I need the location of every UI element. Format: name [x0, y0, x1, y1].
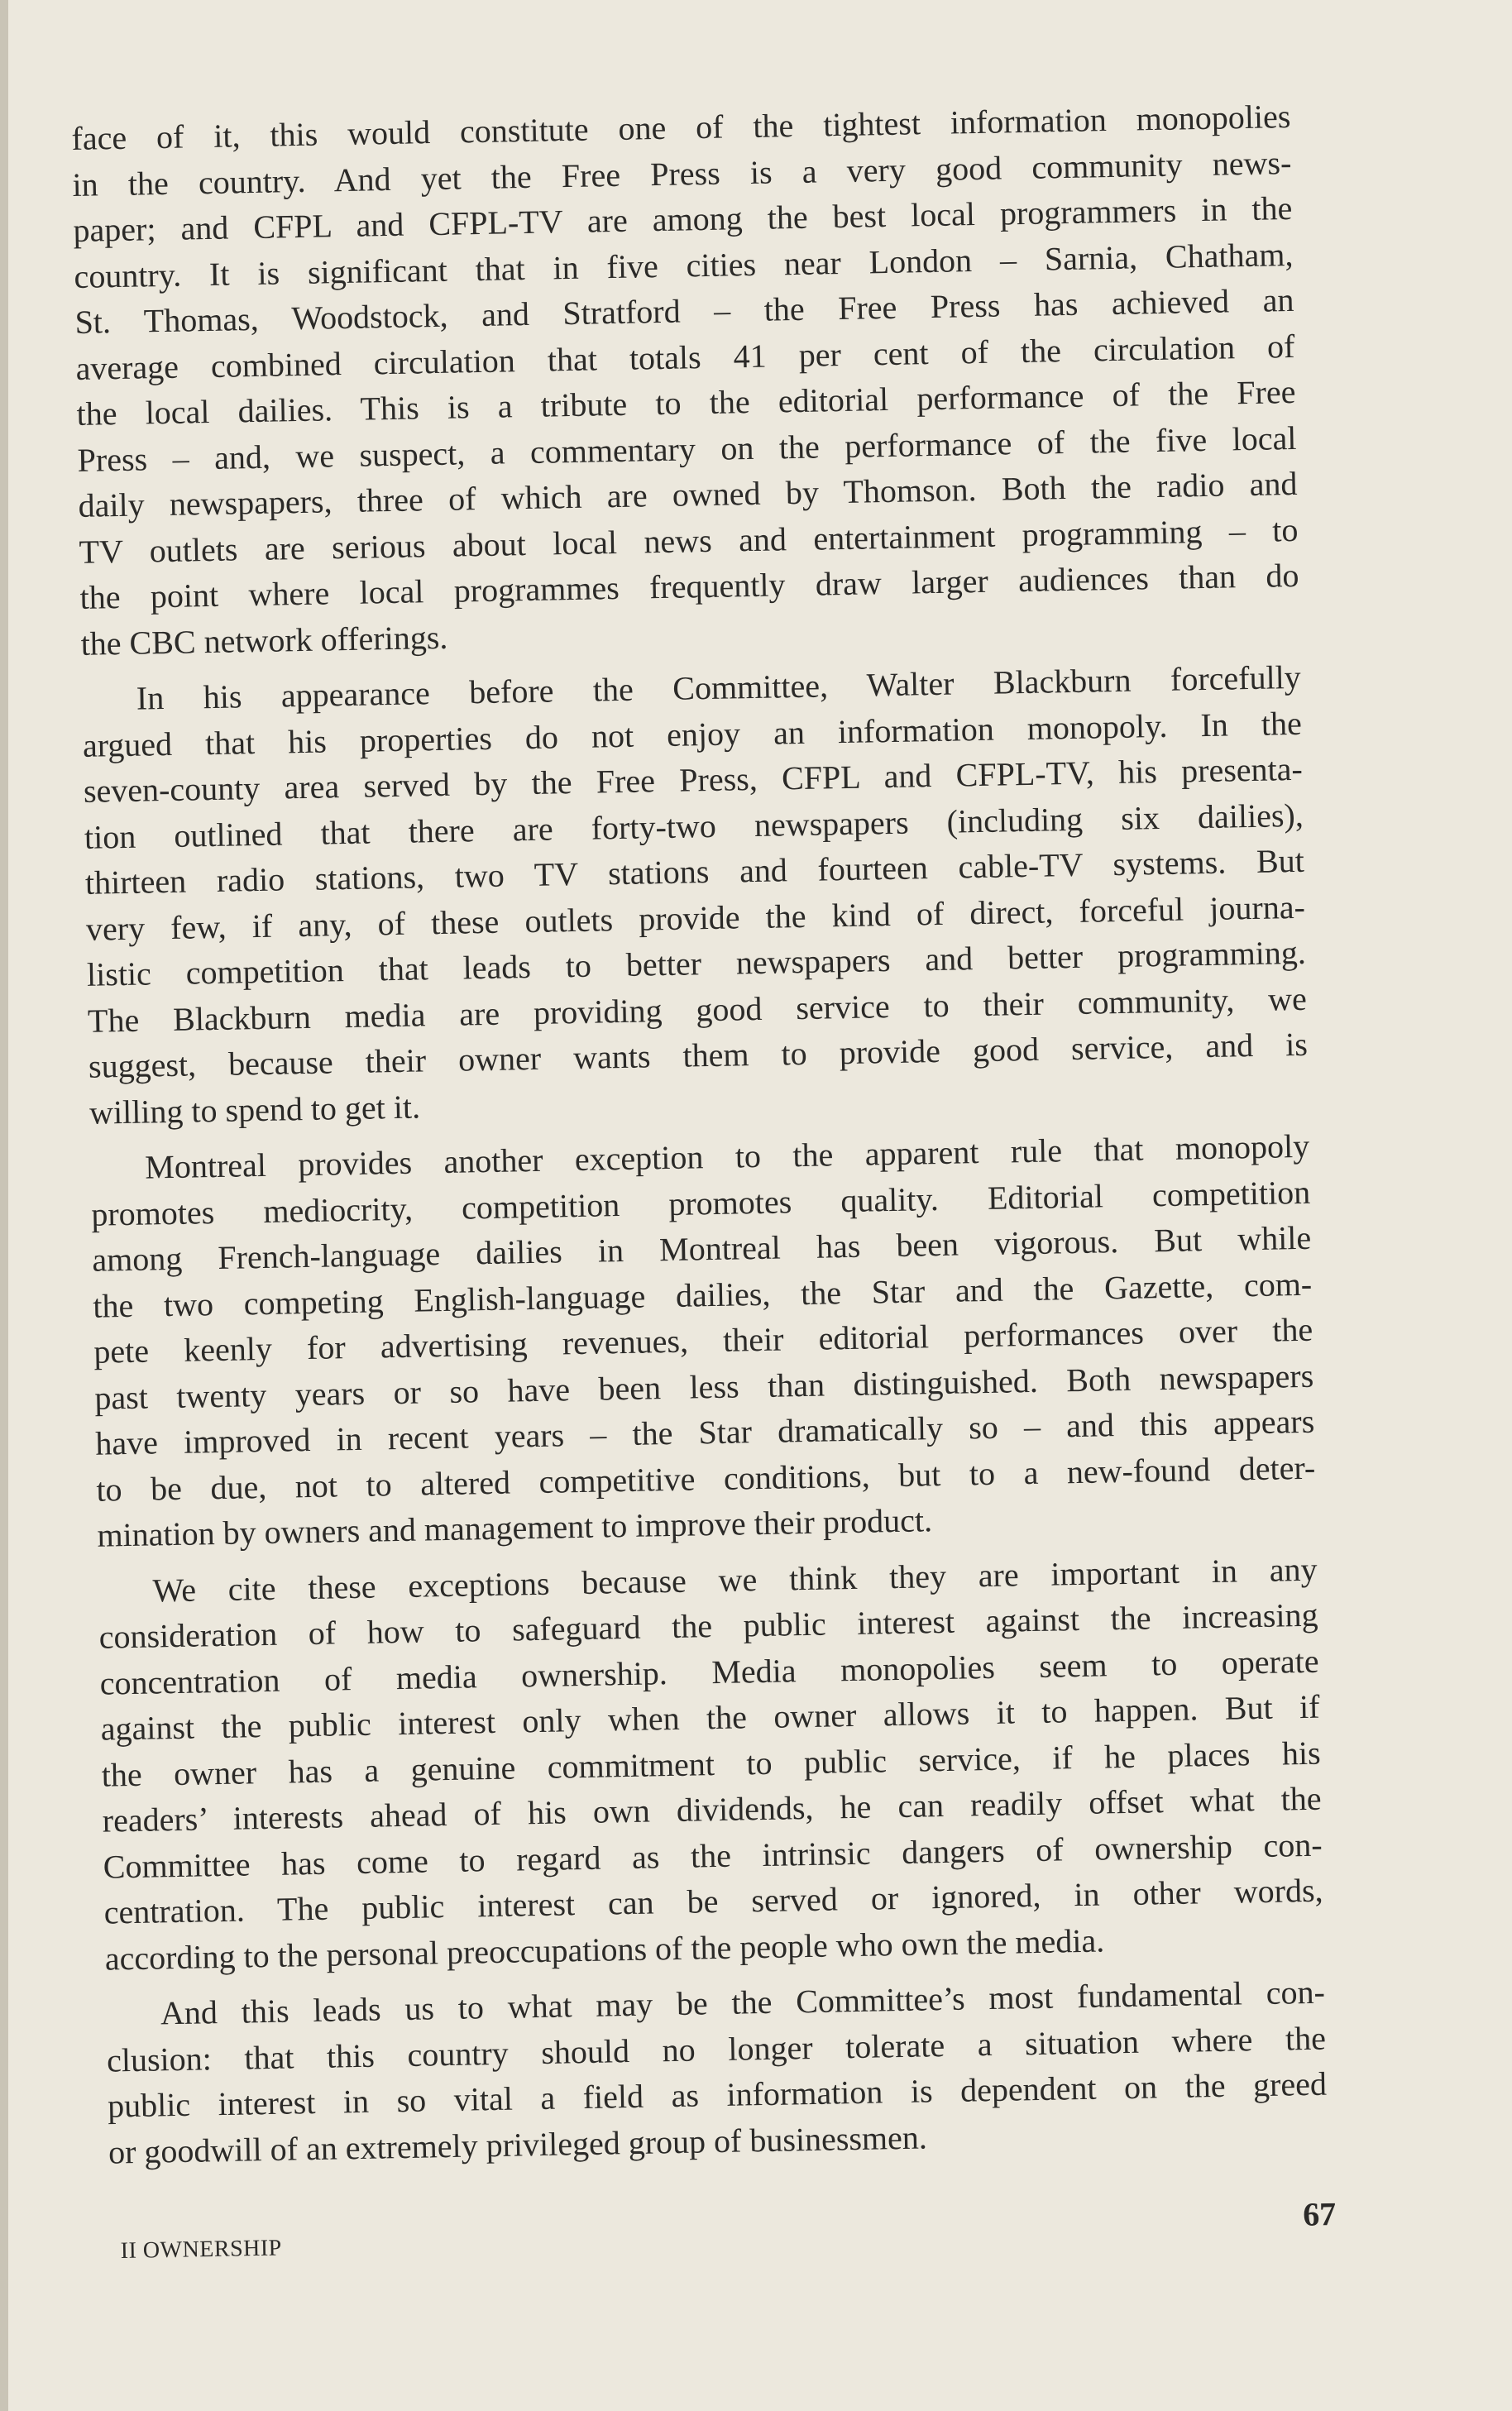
page-number: 67 — [1302, 2195, 1337, 2233]
text-line: or goodwill of an extremely privileged group of businessmen. — [108, 2117, 928, 2171]
page-footer — [120, 2194, 1337, 2264]
running-head: II OWNERSHIP — [120, 2235, 283, 2264]
text-line: the owner has a genuine commitment to public service, if he places his — [101, 1734, 1321, 1794]
paragraph — [98, 1546, 1324, 1981]
text-line: consideration of how to safeguard the public interest against the increasing — [98, 1595, 1318, 1656]
text-line: have improved in recent years – the Star dramatically so – and this appears — [95, 1402, 1315, 1462]
text-line: In his appearance before the Committee, Walter Blackburn forcefully — [136, 658, 1302, 717]
text-line: argued that his properties do not enjoy an information monopoly. In the — [82, 704, 1303, 764]
text-line: concentration of media ownership. Media monopolies seem to operate — [99, 1642, 1319, 1702]
text-line: face of it, this would constitute one of the tightest information monopolies — [71, 97, 1291, 157]
text-line: average combined circulation that totals 41 per cent of the circulation of — [75, 327, 1295, 387]
text-line: TV outlets are serious about local news and entertainment programming – to — [79, 510, 1299, 571]
text-line: country. It is significant that in five cities near London – Sarnia, Chatham, — [74, 235, 1294, 295]
paragraph — [90, 1123, 1317, 1558]
text-line: willing to spend to get it. — [89, 1087, 421, 1131]
text-line: against the public interest only when the owner allows it to happen. But if — [100, 1687, 1320, 1748]
text-line: Committee has come to regard as the intrinsic dangers of ownership con- — [103, 1825, 1323, 1886]
text-line: the local dailies. This is a tribute to the editorial performance of the Free — [76, 372, 1296, 433]
text-line: to be due, not to altered competitive conditions, but to a new-found deter- — [96, 1448, 1316, 1509]
text-line: Montreal provides another exception to the apparent rule that monopoly — [144, 1127, 1310, 1186]
text-line: public interest in so vital a field as information is dependent on the greed — [107, 2064, 1328, 2125]
text-line: very few, if any, of these outlets provide the kind of direct, forceful journa- — [85, 887, 1306, 948]
text-line: according to the personal preoccupations of the people who own the media. — [104, 1921, 1105, 1978]
text-line: paper; and CFPL and CFPL-TV are among the best local programmers in the — [73, 189, 1293, 249]
text-line: seven-county area served by the Free Press, CFPL and CFPL-TV, his presenta- — [83, 749, 1304, 810]
text-line: promotes mediocrity, competition promotes quality. Editorial competition — [90, 1173, 1311, 1233]
text-line: mination by owners and management to improve their product. — [97, 1501, 933, 1554]
paragraph — [81, 654, 1309, 1136]
text-line: The Blackburn media are providing good service to their community, we — [87, 979, 1308, 1040]
text-line: past twenty years or so have been less than distinguished. Both newspapers — [93, 1356, 1314, 1417]
text-line: And this leads us to what may be the Committee’s most fundamental con- — [160, 1973, 1326, 2032]
text-line: readers’ interests ahead of his own dividends, he can readily offset what the — [102, 1779, 1322, 1839]
paragraph — [71, 93, 1300, 667]
text-line: suggest, because their owner wants them to provide good service, and is — [88, 1025, 1309, 1085]
text-line: clusion: that this country should no longer tolerate a situation where the — [106, 2019, 1327, 2079]
body-text — [71, 93, 1328, 2175]
text-line: We cite these exceptions because we think they are important in any — [152, 1550, 1318, 1609]
text-line: the point where local programmes frequently draw larger audiences than do — [79, 556, 1299, 616]
text-line: daily newspapers, three of which are owned by Thomson. Both the radio and — [78, 464, 1298, 524]
text-line: tion outlined that there are forty-two newspapers (including six dailies), — [84, 796, 1304, 856]
text-line: centration. The public interest can be served or ignored, in other words, — [103, 1871, 1323, 1931]
text-line: thirteen radio stations, two TV stations and fourteen cable-TV systems. But — [84, 841, 1305, 902]
text-line: the CBC network offerings. — [80, 618, 448, 663]
text-line: in the country. And yet the Free Press is a very good community news- — [72, 143, 1292, 203]
text-line: pete keenly for advertising revenues, their editorial performances over the — [93, 1310, 1313, 1371]
paragraph — [106, 1969, 1328, 2175]
text-line: among French-language dailies in Montreal has been vigorous. But while — [91, 1218, 1312, 1279]
text-line: St. Thomas, Woodstock, and Stratford – the Free Press has achieved an — [74, 280, 1294, 341]
page-gutter-edge — [0, 0, 8, 2411]
text-line: listic competition that leads to better newspapers and better programming. — [86, 933, 1307, 993]
text-line: Press – and, we suspect, a commentary on the performance of the five local — [77, 419, 1297, 479]
text-line: the two competing English-language dailies, the Star and the Gazette, com- — [92, 1265, 1313, 1325]
